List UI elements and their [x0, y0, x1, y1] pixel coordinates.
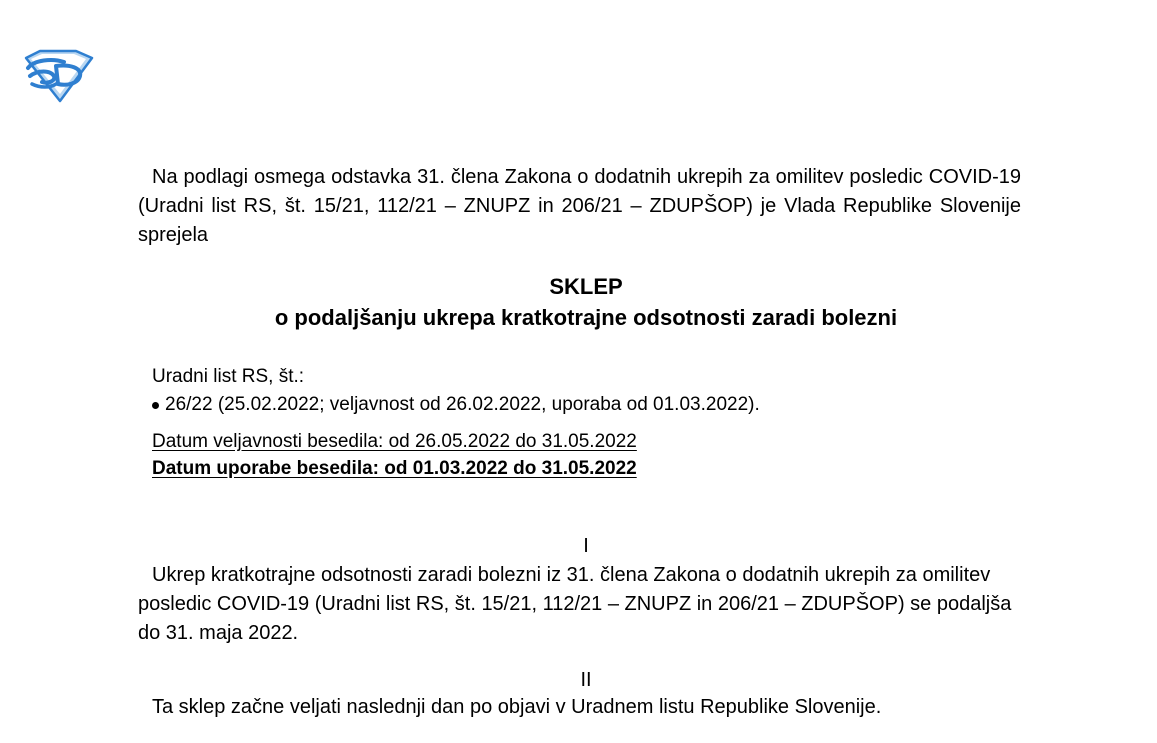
text-validity-date: Datum veljavnosti besedila: od 26.05.2022 do 31.05.2022	[152, 431, 637, 452]
gazette-entry: 26/22 (25.02.2022; veljavnost od 26.02.2022, uporaba od 01.03.2022).	[165, 394, 760, 415]
gazette-reference	[152, 363, 760, 419]
document-title: SKLEP	[549, 274, 623, 299]
document-subtitle: o podaljšanju ukrepa kratkotrajne odsotnosti zaradi bolezni	[274, 305, 898, 330]
section-text-2: Ta sklep začne veljati naslednji dan po objavi v Uradnem listu Republike Slovenije.	[152, 696, 882, 718]
gazette-label: Uradni list RS, št.:	[152, 366, 305, 387]
section-text-1: Ukrep kratkotrajne odsotnosti zaradi bolezni iz 31. člena Zakona o dodatnih ukrepih za omilitev posledic COVID-19 (Uradni list RS, št. 15/21, 112/21 – ZNUPZ in 206/21 – ZDUPŠOP) se podaljša do 31. maja 2022.	[138, 564, 1012, 644]
preamble-paragraph: Na podlagi osmega odstavka 31. člena Zakona o dodatnih ukrepih za omilitev posledic COVID-19 (Uradni list RS, št. 15/21, 112/21 – ZNUPZ in 206/21 – ZDUPŠOP) je Vlada Republike Slovenije sprejela	[138, 166, 1021, 246]
validity-dates	[152, 428, 637, 482]
section-number-1: I	[583, 535, 589, 557]
gazette-entry-row	[152, 391, 760, 419]
bullet-icon	[152, 402, 159, 409]
section-number-2: II	[580, 669, 592, 691]
document-title-block	[138, 271, 1034, 333]
text-application-date: Datum uporabe besedila: od 01.03.2022 do 31.05.2022	[152, 458, 637, 479]
organization-logo-icon	[20, 48, 96, 104]
